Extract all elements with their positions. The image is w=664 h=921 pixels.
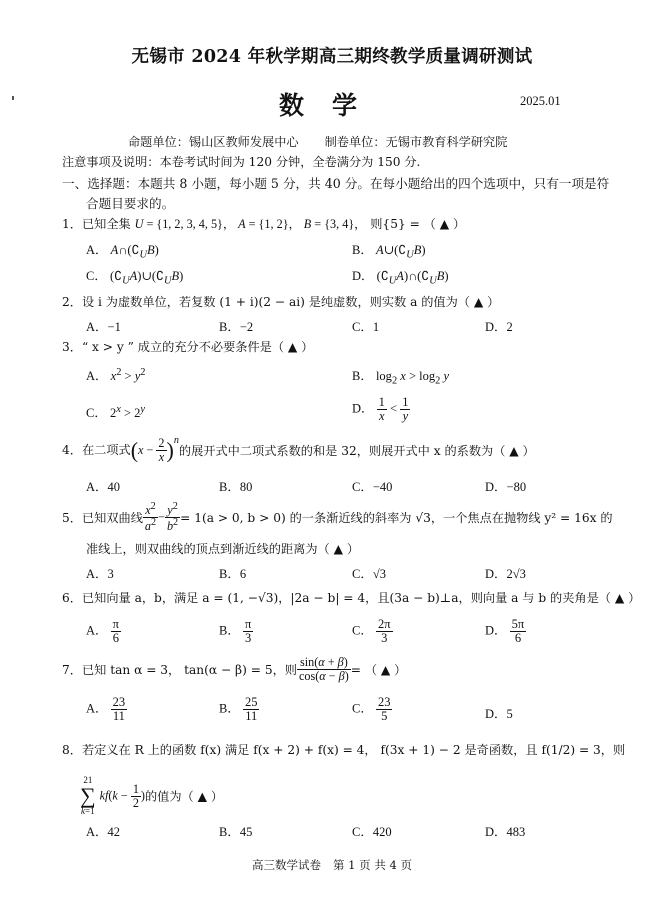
q7-option-d: D．5 bbox=[485, 707, 513, 721]
q2-option-b: B．−2 bbox=[219, 320, 254, 334]
question-6: 6．已知向量 a，b，满足 a = (1, −√3)，|2a − b| = 4，且(3a − b)⊥a，则向量 a 与 b 的夹角是（ ▲ ） bbox=[62, 591, 641, 605]
question-4: 4．在二项式(x − $\frac{2}{x}$ )$^n$的展开式中二项式系数的和是 32，则展开式中 x 的系数为（ ▲ ） bbox=[62, 434, 535, 464]
q1-option-d: D． $(∁_UA)\cap(∁_UB)$ bbox=[352, 269, 449, 287]
q4-option-b: B．80 bbox=[219, 480, 253, 494]
exam-title: 无锡市 2024 年秋学期高三期终教学质量调研测试 bbox=[131, 47, 533, 67]
footer-doc-name: 高三数学试卷 bbox=[252, 858, 322, 872]
q1-option-b: B． $A\cup(∁_UB)$ bbox=[352, 243, 426, 261]
question-2: 2．设 i 为虚数单位，若复数 (1 + i)(2 − ai) 是纯虚数，则实数 a 的值为（ ▲ ） bbox=[62, 295, 500, 309]
section-1-heading: 一、选择题：本题共 8 小题，每小题 5 分，共 40 分。在每小题给出的四个选项中，只有一项是符 bbox=[62, 176, 610, 191]
exam-date: 2025.01 bbox=[520, 94, 561, 108]
q3-option-b: B． $\log_2 x > \log_2 y$ bbox=[352, 369, 449, 387]
q5-option-a: A．3 bbox=[86, 567, 114, 581]
question-3: 3．“ x > y ” 成立的充分不必要条件是（ ▲ ） bbox=[62, 340, 314, 354]
subject-title: 数学 bbox=[278, 91, 385, 120]
q6-option-d: D． $\frac{5\pi}{6}$ bbox=[485, 617, 525, 646]
q4-option-c: C．−40 bbox=[352, 480, 393, 494]
q7-option-a: A． $\frac{23}{11}$ bbox=[86, 695, 126, 724]
q5-option-c: C．√3 bbox=[352, 567, 386, 581]
q7-option-b: B． $\frac{25}{11}$ bbox=[219, 695, 258, 724]
question-8: 8．若定义在 R 上的函数 f(x) 满足 f(x + 2) + f(x) = 4， f(3x + 1) − 2 是奇函数，且 f(1/2) = 3，则 bbox=[62, 743, 626, 757]
q1-option-a: A． $A\cap(∁_UB)$ bbox=[86, 243, 159, 261]
q6-option-c: C． $\frac{2\pi}{3}$ bbox=[352, 617, 391, 646]
q6-option-a: A． $\frac{\pi}{6}$ bbox=[86, 617, 119, 646]
question-7: 7．已知 tan α = 3， tan(α − β) = 5，则 $\frac{\sin(\alpha + \beta)}{\cos(\alpha - \beta)}$ = （ ▲ ） bbox=[62, 655, 407, 683]
exam-notes: 注意事项及说明：本卷考试时间为 120 分钟，全卷满分为 150 分. bbox=[62, 155, 421, 169]
footer-page-number: 第 1 页 共 4 页 bbox=[333, 858, 412, 872]
q8-option-c: C．420 bbox=[352, 825, 392, 839]
proposer-unit: 命题单位：锡山区教师发展中心 bbox=[128, 135, 299, 149]
question-8-cont: 21 ∑ k=1 kf(k − $\frac{1}{2}$ )的值为（ ▲ ） bbox=[80, 775, 224, 816]
q8-option-d: D．483 bbox=[485, 825, 526, 839]
q3-option-d: D． $\frac{1}{x}$ < $\frac{1}{y}$ bbox=[352, 395, 409, 424]
q5-option-d: D．2√3 bbox=[485, 567, 526, 581]
q1-option-c: C． $(∁_UA)\cup(∁_UB)$ bbox=[86, 269, 184, 287]
producer-unit: 制卷单位：无锡市教育科学研究院 bbox=[324, 135, 508, 149]
exam-units bbox=[128, 133, 507, 150]
question-1: 1．已知全集 U = {1, 2, 3, 4, 5}， A = {1, 2}， B = {3, 4}， 则{5} = （ ▲ ） bbox=[62, 217, 466, 231]
q7-option-c: C． $\frac{23}{5}$ bbox=[352, 695, 391, 724]
q8-option-b: B．45 bbox=[219, 825, 253, 839]
q5-option-b: B．6 bbox=[219, 567, 247, 581]
section-1-heading-cont: 合题目要求的。 bbox=[86, 196, 175, 211]
question-5-cont: 准线上，则双曲线的顶点到渐近线的距离为（ ▲ ） bbox=[86, 542, 360, 556]
q2-option-d: D．2 bbox=[485, 320, 513, 334]
q6-option-b: B． $\frac{\pi}{3}$ bbox=[219, 617, 252, 646]
q3-option-c: C． $2^x > 2^y$ bbox=[86, 403, 146, 420]
question-5: 5．已知双曲线 $\frac{x^2}{a^2}$ − $\frac{y^2}{b^2}$ = 1(a > 0, b > 0) 的一条渐近线的斜率为 √3，一个焦点在抛物线 y² = 16x 的 bbox=[62, 501, 613, 533]
q4-option-d: D．−80 bbox=[485, 480, 527, 494]
page-footer bbox=[0, 857, 664, 873]
q4-option-a: A．40 bbox=[86, 480, 121, 494]
q8-option-a: A．42 bbox=[86, 825, 121, 839]
q2-option-a: A．−1 bbox=[86, 320, 121, 334]
q2-option-c: C．1 bbox=[352, 320, 380, 334]
q3-option-a: A． $x^2 > y^2$ bbox=[86, 366, 146, 383]
